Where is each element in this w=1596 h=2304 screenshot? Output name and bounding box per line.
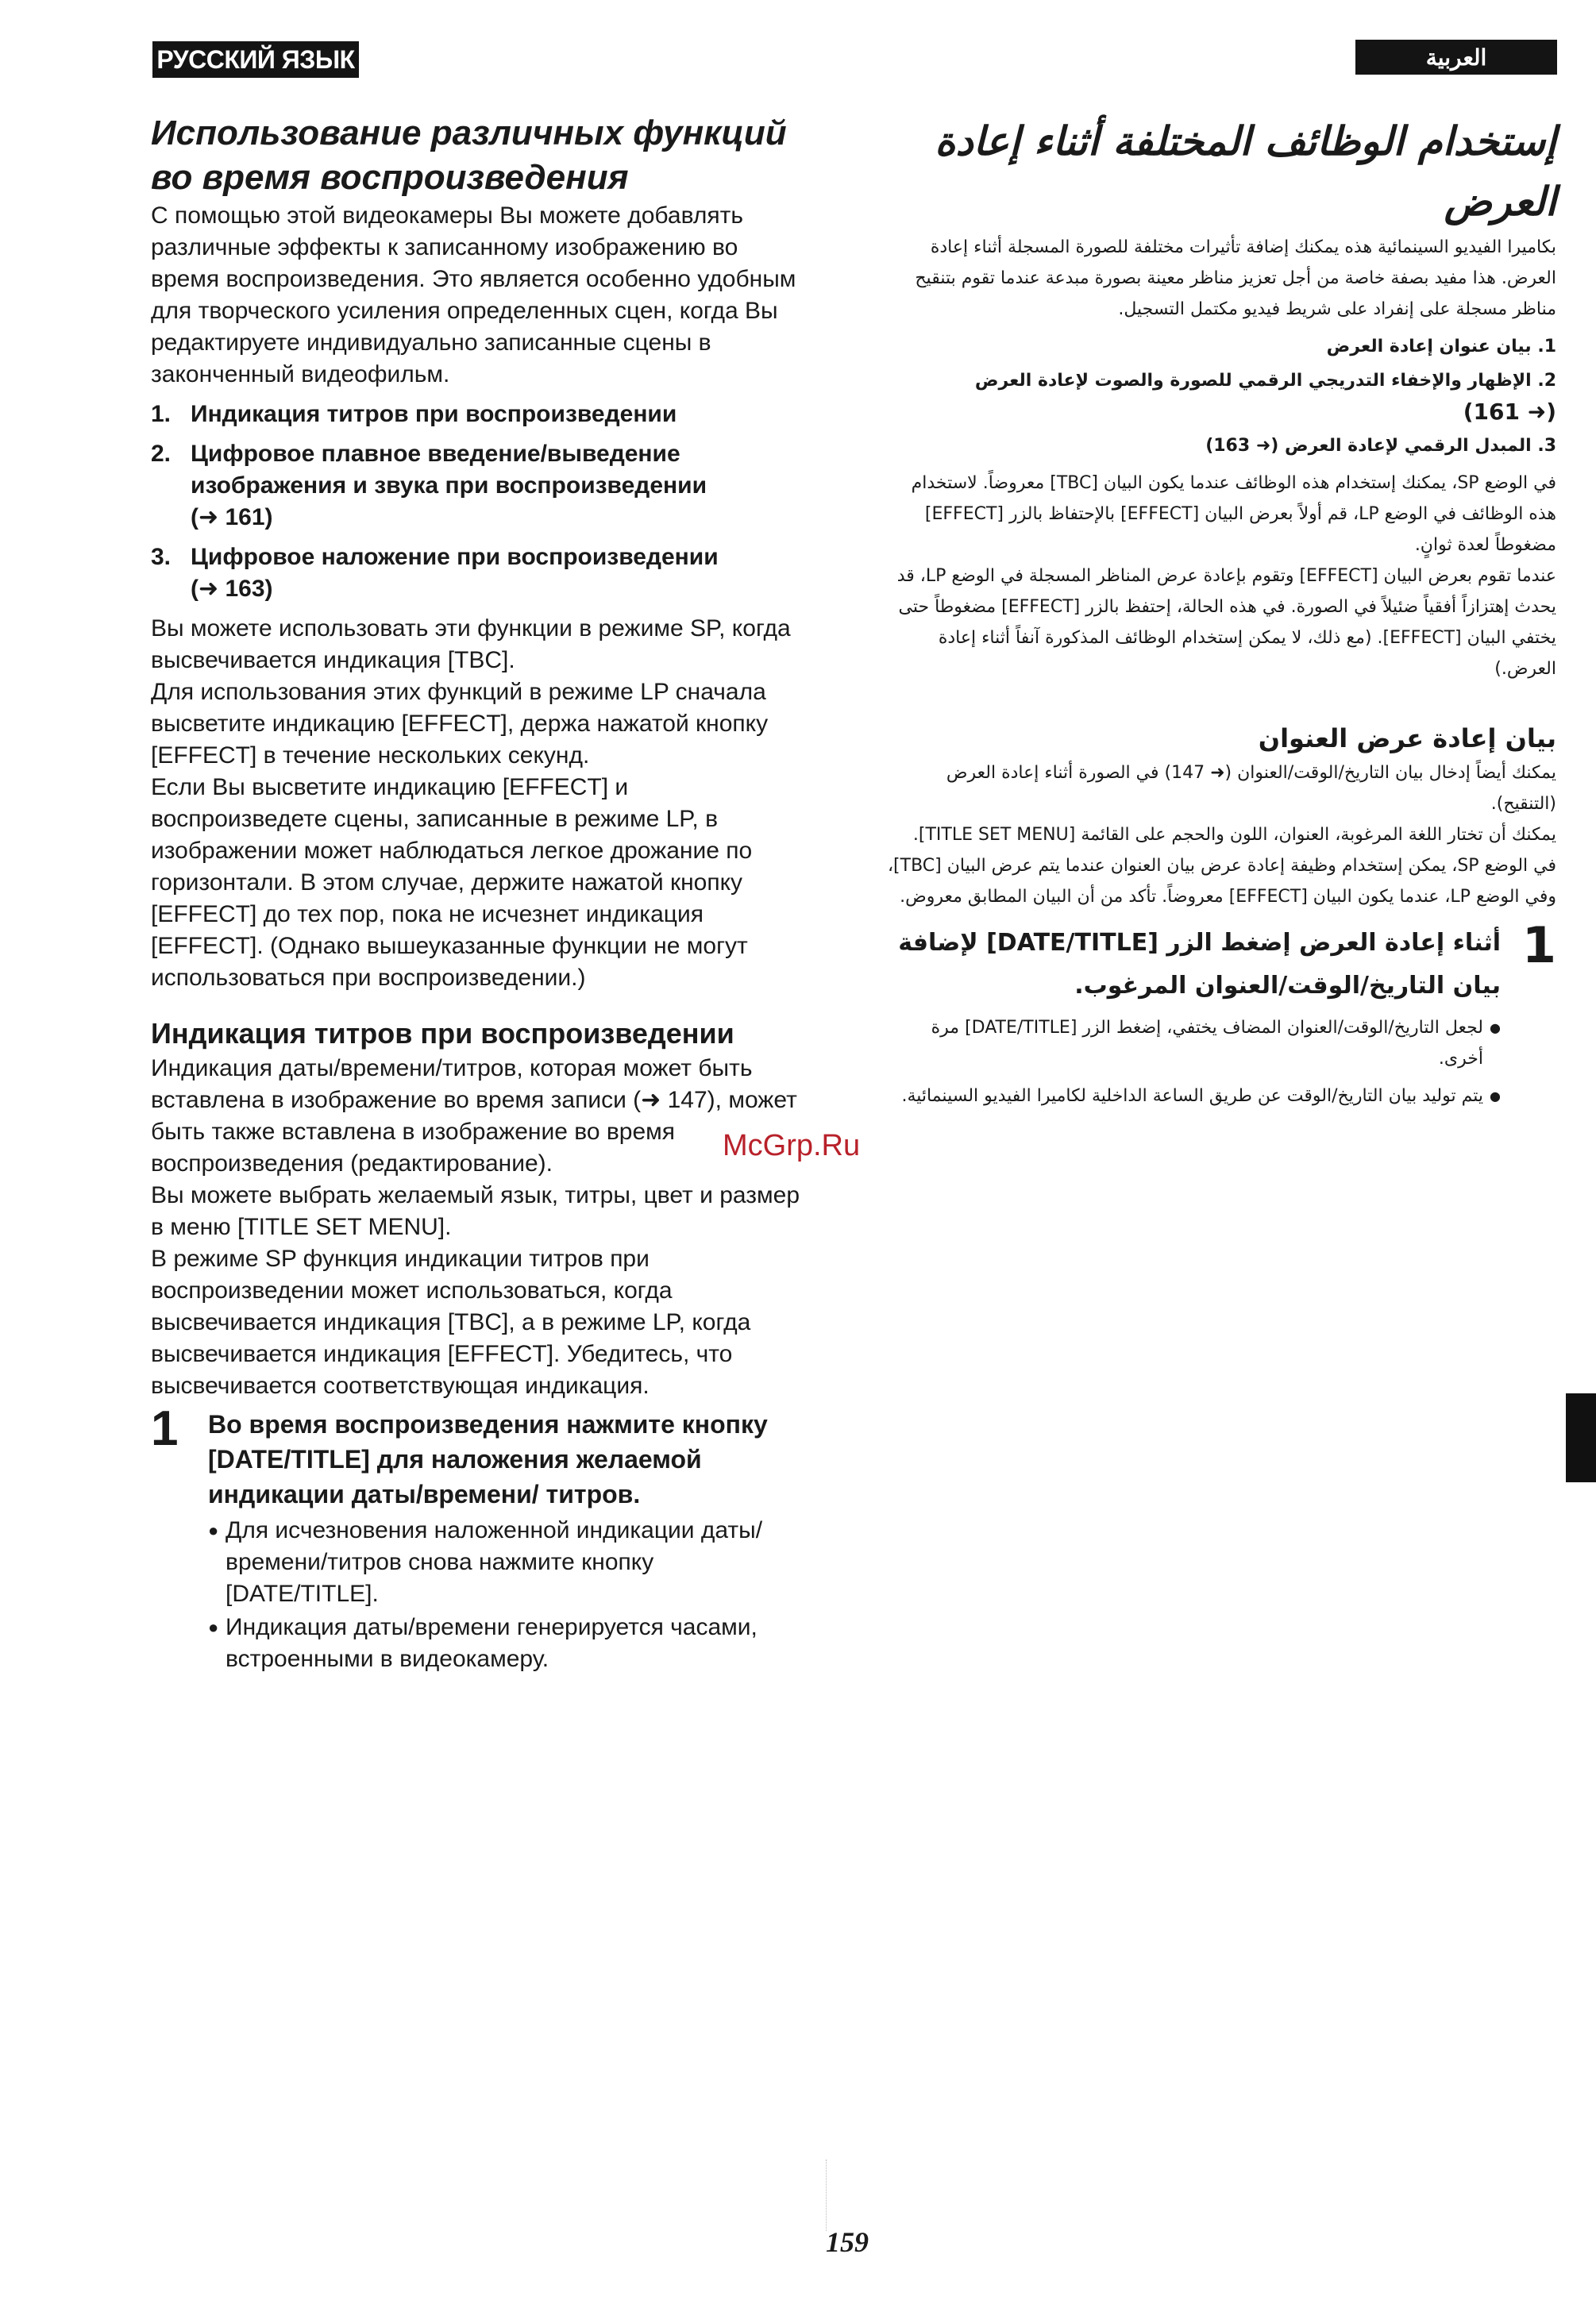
section-edge-tab <box>1566 1393 1596 1482</box>
list-item-number: 1. <box>151 401 172 427</box>
list-item-text: الإظهار والإخفاء التدريجي الرقمي للصورة والصوت لإعادة العرض <box>974 371 1532 391</box>
arabic-sub-paragraph-3: في الوضع SP، يمكن إستخدام وظيفة إعادة عرض بيان العنوان عندما يتم عرض البيان [TBC]، وفي الوضع LP، عندما يكون البيان [EFFECT] معروضاً. تأكد من أن البيان المطابق معروض. <box>887 856 1556 907</box>
russian-step-notes <box>208 1515 802 1675</box>
arabic-step-notes <box>881 1012 1501 1112</box>
page-number: 159 <box>826 2226 869 2258</box>
russian-title: Использование различных функций во время воспроизведения <box>151 114 787 197</box>
russian-function-list <box>151 399 802 605</box>
arabic-sub-paragraph-1: يمكنك أيضاً إدخال بيان التاريخ/الوقت/العنوان (➜ 147) في الصورة أثناء إعادة العرض (التنقيح). <box>946 763 1556 814</box>
list-item <box>151 541 802 605</box>
watermark: McGrp.Ru <box>723 1129 861 1162</box>
list-item-text: Цифровое плавное введение/выведение изображения и звука при воспроизведении <box>191 441 707 499</box>
russian-sub-paragraph-3: В режиме SP функция индикации титров при воспроизведении может использоваться, когда высвечивается индикация [TBC], а в режиме LP, когда высвечивается индикация [EFFECT]. Убедитесь, что высвечивается соответствующая индикация. <box>151 1246 751 1399</box>
list-item-number: 3. <box>151 544 172 570</box>
column-divider <box>826 2160 827 2231</box>
arabic-column <box>881 111 1556 1118</box>
list-item-number: 1. <box>1537 337 1556 356</box>
arabic-effect-paragraph: عندما تقوم بعرض البيان [EFFECT] وتقوم بإعادة عرض المناظر المسجلة في الوضع LP، قد يحدث إهتزازاً أفقياً ضئيلاً في الصورة. في هذه الحالة، إحتفظ بالزر [EFFECT] مضغوطاً حتى يختفي البيان [EFFECT]. (مع ذلك، لا يمكن إستخدام الوظائف المذكورة آنفاً أثناء إعادة العرض.) <box>896 566 1556 679</box>
arabic-function-list <box>881 331 1556 461</box>
list-item-number: 3. <box>1537 436 1556 456</box>
arabic-intro: بكاميرا الفيديو السينمائية هذه يمكنك إضافة تأثيرات مختلفة للصورة المسجلة أثناء إعادة العرض. هذا مفيد بصفة خاصة من أجل تعزيز مناظر معينة بصورة مبدعة عندما تقوم بتنقيح مناظر مسجلة على إنفراد على شريط فيديو مكتمل التسجيل. <box>915 237 1556 319</box>
arabic-subheading: بيان إعادة عرض العنوان <box>1258 723 1556 753</box>
list-item <box>881 365 1556 427</box>
russian-language-tag: РУССКИЙ ЯЗЫК <box>152 41 359 78</box>
list-item-number: 2. <box>151 441 172 467</box>
step-number: 1 <box>151 1401 179 1456</box>
list-item <box>881 430 1556 461</box>
russian-lp-paragraph: Для использования этих функций в режиме LP сначала высветите индикацию [EFFECT], держа нажатой кнопку [EFFECT] в течение нескольких секунд. <box>151 679 769 769</box>
page-reference: (➜ 161) <box>191 504 273 530</box>
list-item <box>881 331 1556 362</box>
list-item-number: 2. <box>1537 371 1556 391</box>
step-number: 1 <box>1521 916 1556 974</box>
list-item <box>151 399 802 430</box>
arabic-title: إستخدام الوظائف المختلفة أثناء إعادة العرض <box>935 118 1556 225</box>
arabic-step-1 <box>881 916 1556 1008</box>
russian-sub-paragraph-1: Индикация даты/времени/титров, которая может быть вставлена в изображение во время записи (➜ 147), может быть также вставлена в изображение во время воспроизведения (редактирование). <box>151 1055 797 1177</box>
list-item: ● Для исчезновения наложенной индикации даты/времени/титров снова нажмите кнопку [DATE/TITLE]. <box>208 1515 802 1610</box>
list-item-text: المبدل الرقمي لإعادة العرض (➜ 163) <box>1205 436 1532 456</box>
page-reference: (➜ 161) <box>1463 399 1556 425</box>
step-instruction: أثناء إعادة العرض إضغط الزر [DATE/TITLE] لإضافة بيان التاريخ/الوقت/العنوان المرغوب. <box>898 929 1501 1000</box>
list-item: ● Индикация даты/времени генерируется часами, встроенными в видеокамеру. <box>208 1612 802 1675</box>
step-instruction: Во время воспроизведения нажмите кнопку [DATE/TITLE] для наложения желаемой индикации даты/времени/ титров. <box>208 1410 768 1508</box>
list-item: ● يتم توليد بيان التاريخ/الوقت عن طريق الساعة الداخلية لكاميرا الفيديو السينمائية. <box>881 1081 1501 1112</box>
list-item-text: Индикация титров при воспроизведении <box>191 401 677 427</box>
list-item <box>151 438 802 534</box>
russian-column <box>151 111 802 1677</box>
arabic-sub-paragraph-2: يمكنك أن تختار اللغة المرغوبة، العنوان، اللون والحجم على القائمة [TITLE SET MENU]. <box>912 825 1556 845</box>
russian-intro: С помощью этой видеокамеры Вы можете добавлять различные эффекты к записанному изображению во время воспроизведения. Это является особенно удобным для творческого усиления определенных сцен, когда Вы редактируете индивидуально записанные сцены в законченный видеофильм. <box>151 202 796 387</box>
arabic-language-tag: العربية <box>1355 40 1557 75</box>
russian-subheading: Индикация титров при воспроизведении <box>151 1017 734 1050</box>
russian-effect-paragraph: Если Вы высветите индикацию [EFFECT] и воспроизведете сцены, записанные в режиме LP, в изображении может наблюдаться легкое дрожание по горизонтали. В этом случае, держите нажатой кнопку [EFFECT] до тех пор, пока не исчезнет индикация [EFFECT]. (Однако вышеуказанные функции не могут использоваться при воспроизведении.) <box>151 774 753 991</box>
page-reference: (➜ 163) <box>191 576 273 602</box>
list-item: ● لجعل التاريخ/الوقت/العنوان المضاف يختفي، إضغط الزر [DATE/TITLE] مرة أخرى. <box>881 1012 1501 1074</box>
arabic-sp-paragraph: في الوضع SP، يمكنك إستخدام هذه الوظائف عندما يكون البيان [TBC] معروضاً. لاستخدام هذه الوظائف في الوضع LP، قم أولاً بعرض البيان [EFFECT] بالإحتفاظ بالزر [EFFECT] مضغوطاً لعدة ثوانٍ. <box>911 473 1556 555</box>
russian-sub-paragraph-2: Вы можете выбрать желаемый язык, титры, цвет и размер в меню [TITLE SET MENU]. <box>151 1182 800 1240</box>
russian-sp-paragraph: Вы можете использовать эти функции в режиме SP, когда высвечивается индикация [TBC]. <box>151 615 791 673</box>
list-item-text: بيان عنوان إعادة العرض <box>1326 337 1532 356</box>
russian-step-1 <box>151 1401 802 1512</box>
list-item-text: Цифровое наложение при воспроизведении <box>191 544 719 570</box>
